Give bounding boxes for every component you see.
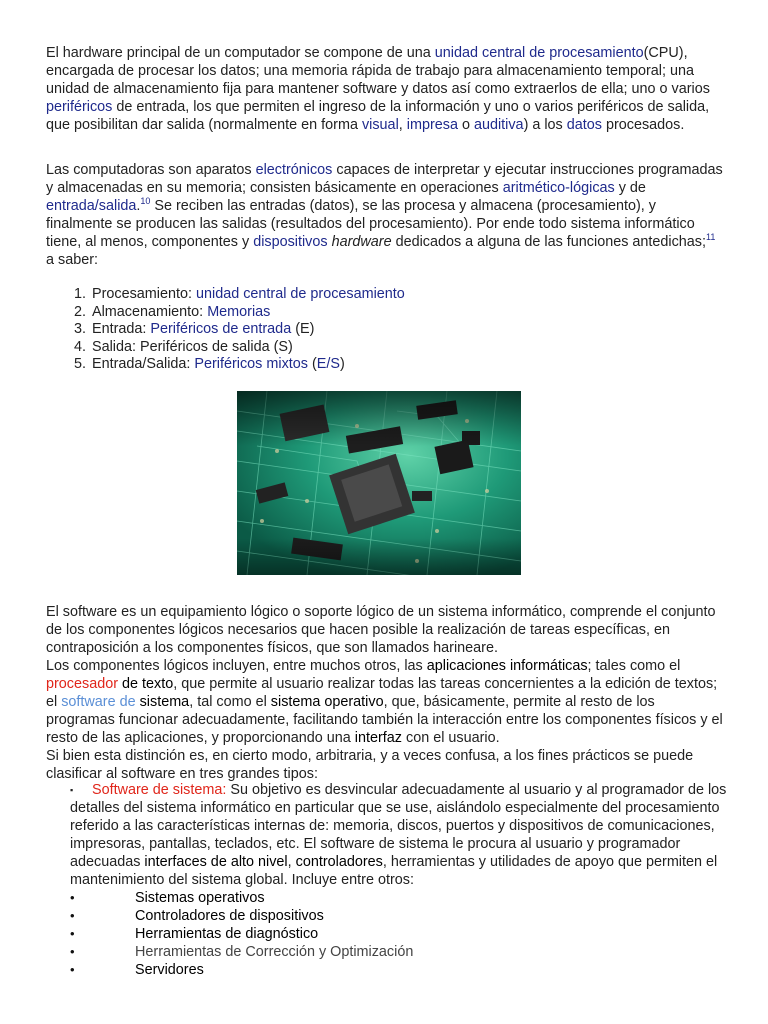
text: , <box>287 854 296 870</box>
bullet-text <box>70 781 736 889</box>
footnote-ref-10[interactable]: 10 <box>140 196 151 206</box>
list-suffix: (E) <box>291 321 315 337</box>
software-types-list <box>46 781 736 979</box>
text: Su objetivo es desvincular adecuadamente al usuario y al programador de los detalles del sistema informático en particular que se use, aislándolo especialmente del procesamiento referido a las características internas de: memoria, discos, puertos y dispositivos de comunicaciones, impresoras, pantallas, teclados, etc. El software de sistema le procura al usuario y programador adecuadas <box>70 782 727 870</box>
text: y de <box>614 180 646 196</box>
text: Las computadoras son aparatos <box>46 162 256 178</box>
sublist-text: Servidores <box>135 962 204 978</box>
link-visual[interactable]: visual <box>361 117 399 133</box>
circuit-board-photo <box>237 391 521 575</box>
link-electronicos[interactable]: electrónicos <box>255 162 333 178</box>
list-item <box>90 321 768 339</box>
list-item <box>90 339 768 357</box>
link-cpu-list[interactable]: unidad central de procesamiento <box>195 286 405 302</box>
paragraph-computadoras <box>46 161 726 269</box>
link-memorias[interactable]: Memorias <box>207 303 271 320</box>
text: dedicados a alguna de las funciones antedichas; <box>391 234 707 250</box>
text: con el usuario. <box>402 730 500 746</box>
sublist-text: Sistemas operativos <box>135 890 265 906</box>
link-aritmetico-logicas[interactable]: aritmético-lógicas <box>502 180 615 196</box>
link-interfaz[interactable]: interfaz <box>354 730 402 746</box>
sublist-item <box>46 943 736 961</box>
list-suffix: ) <box>339 356 345 372</box>
list-item-software-sistema <box>46 781 736 889</box>
text: , <box>398 117 407 133</box>
link-datos[interactable]: datos <box>566 117 602 133</box>
link-sistema-operativo[interactable]: sistema operativo <box>270 694 384 710</box>
link-perifericos-entrada[interactable]: Periféricos de entrada <box>150 321 292 337</box>
text: (CPU), encargada de procesar los datos; una memoria rápida de trabajo para almacenamiento temporal; una unidad de almacenamiento fija para mantener software y datos así como extraerlos de ella; uno o varios <box>46 45 710 97</box>
text: ) a los <box>523 117 567 133</box>
sublist-text: Controladores de dispositivos <box>135 908 324 924</box>
text: , que permite al usuario realizar todas las tareas concernientes a la edición de textos; el <box>46 676 718 710</box>
text: a saber: <box>46 252 98 268</box>
bullet-icon: • <box>70 908 75 923</box>
link-de-texto[interactable]: de texto <box>118 676 174 692</box>
text: ; tales como el <box>587 658 681 674</box>
square-bullet-icon: ▪ <box>70 785 74 795</box>
bullet-icon: • <box>70 890 75 905</box>
paragraph-software-intro: El software es un equipamiento lógico o soporte lógico de un sistema informático, comprende el conjunto de los componentes lógicos necesarios que hacen posible la realización de tareas específicas, en contraposición a los componentes físicos, que son llamados harineare. <box>46 604 716 656</box>
link-cpu[interactable]: unidad central de procesamiento <box>434 45 644 61</box>
paragraph-clasificacion: Si bien esta distinción es, en cierto modo, arbitraria, y a veces confusa, a los fines prácticos se puede clasificar al software en tres grandes tipos: <box>46 748 694 782</box>
link-sistema[interactable]: sistema <box>135 694 190 710</box>
text: de entrada, los que permiten el ingreso de la información y uno o varios periféricos de salida, que posibilitan dar salida (normalmente en forma <box>46 99 710 133</box>
list-mid: ( <box>307 356 317 372</box>
text: , tal como el <box>189 694 271 710</box>
link-perifericos-mixtos[interactable]: Periféricos mixtos <box>194 356 308 372</box>
link-procesador[interactable]: procesador <box>46 676 118 692</box>
text: , que, básicamente, permite al resto de los programas funcionar adecuadamente, facilitando también la interacción entre los componentes físicos y el resto de las aplicaciones, y proporcionando una <box>46 694 723 746</box>
link-impresa[interactable]: impresa <box>406 117 458 133</box>
link-controladores[interactable]: controladores <box>295 854 383 870</box>
text: procesados. <box>601 117 685 133</box>
link-perifericos[interactable]: periféricos <box>46 99 113 115</box>
list-label: Salida: Periféricos de salida (S) <box>92 338 293 355</box>
list-item <box>90 304 768 322</box>
link-interfaces-alto-nivel[interactable]: interfaces de alto nivel <box>144 854 288 870</box>
list-label: Procesamiento: <box>92 286 196 302</box>
link-software-de-sistema[interactable]: Software de sistema: <box>92 782 227 798</box>
link-auditiva[interactable]: auditiva <box>473 117 524 133</box>
sublist-item <box>46 889 736 907</box>
paragraph-hardware <box>46 44 726 134</box>
sublist-item <box>46 907 736 925</box>
list-label: Entrada: <box>92 321 151 337</box>
paragraph-componentes-logicos <box>46 657 726 747</box>
emphasis-hardware: hardware <box>331 234 392 250</box>
link-entrada-salida[interactable]: entrada/salida <box>46 198 137 214</box>
software-section <box>46 603 726 783</box>
text: Se reciben las entradas (datos), se las procesa y almacena (procesamiento), y finalmente se producen las salidas (resultados del procesamiento). Por ende todo sistema informático tiene, al menos, componentes y <box>46 198 695 250</box>
system-software-sublist <box>46 889 736 979</box>
text: o <box>457 117 474 133</box>
list-label: Almacenamiento: <box>92 303 208 320</box>
sublist-item <box>46 925 736 943</box>
bullet-icon: • <box>70 944 75 959</box>
sublist-text: Herramientas de Corrección y Optimización <box>135 944 414 960</box>
bullet-icon: • <box>70 926 75 941</box>
footnote-ref-11[interactable]: 11 <box>706 232 716 242</box>
text: , herramientas y utilidades de apoyo que permiten el mantenimiento del sistema global. Incluye entre otros: <box>70 854 718 888</box>
link-aplicaciones[interactable]: aplicaciones informáticas <box>426 658 588 674</box>
text: . <box>136 198 141 214</box>
list-item <box>90 286 768 304</box>
text: Los componentes lógicos incluyen, entre muchos otros, las <box>46 658 427 674</box>
sublist-item <box>46 961 736 979</box>
text: El hardware principal de un computador se compone de una <box>46 45 435 61</box>
list-item <box>90 356 768 374</box>
link-e-s[interactable]: E/S <box>316 356 340 372</box>
link-dispositivos[interactable]: dispositivos <box>253 234 328 250</box>
bullet-icon: • <box>70 962 75 977</box>
link-software-de[interactable]: software de <box>61 694 136 710</box>
components-list <box>46 286 768 374</box>
sublist-text: Herramientas de diagnóstico <box>135 926 319 942</box>
list-label: Entrada/Salida: <box>92 356 195 372</box>
text: capaces de interpretar y ejecutar instrucciones programadas y almacenadas en su memoria; consisten básicamente en operaciones <box>46 162 723 196</box>
